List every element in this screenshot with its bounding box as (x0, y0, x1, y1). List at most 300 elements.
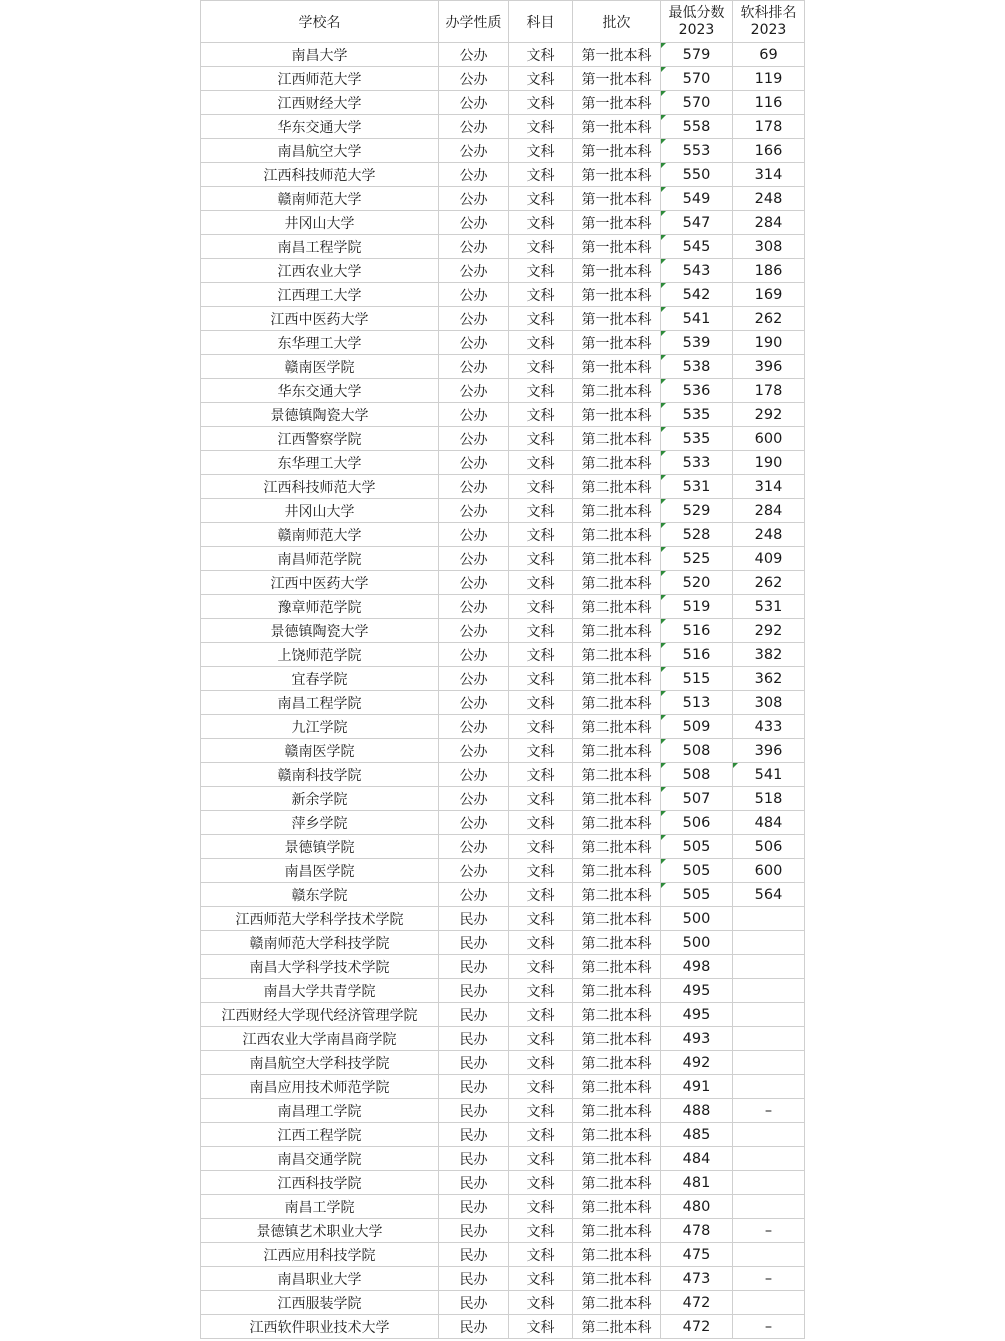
cell-batch: 第一批本科 (573, 259, 661, 283)
table-row (201, 427, 805, 451)
table-row (201, 403, 805, 427)
cell-min-score: 481 (661, 1171, 733, 1195)
cell-subject: 文科 (509, 1315, 573, 1339)
header-row (201, 1, 805, 43)
cell-rank: 284 (733, 211, 805, 235)
cell-subject: 文科 (509, 1123, 573, 1147)
cell-nature: 民办 (439, 1075, 509, 1099)
cell-min-score: 553 (661, 139, 733, 163)
table-row (201, 1315, 805, 1339)
cell-school: 赣东学院 (201, 883, 439, 907)
cell-subject: 文科 (509, 499, 573, 523)
table-row (201, 1075, 805, 1099)
cell-rank: 433 (733, 715, 805, 739)
cell-nature: 公办 (439, 835, 509, 859)
cell-school: 江西软件职业技术大学 (201, 1315, 439, 1339)
cell-school: 江西服装学院 (201, 1291, 439, 1315)
cell-school: 江西理工大学 (201, 283, 439, 307)
cell-min-score: 547 (661, 211, 733, 235)
cell-batch: 第二批本科 (573, 811, 661, 835)
cell-min-score: 539 (661, 331, 733, 355)
cell-nature: 民办 (439, 1195, 509, 1219)
cell-school: 江西科技师范大学 (201, 163, 439, 187)
cell-rank: 262 (733, 307, 805, 331)
cell-nature: 民办 (439, 1171, 509, 1195)
cell-batch: 第二批本科 (573, 1075, 661, 1099)
cell-nature: 公办 (439, 91, 509, 115)
table-row (201, 787, 805, 811)
cell-rank (733, 1075, 805, 1099)
cell-school: 南昌交通学院 (201, 1147, 439, 1171)
cell-rank: 314 (733, 475, 805, 499)
cell-batch: 第二批本科 (573, 451, 661, 475)
cell-rank (733, 1147, 805, 1171)
cell-min-score: 579 (661, 43, 733, 67)
cell-school: 江西科技学院 (201, 1171, 439, 1195)
cell-rank: 116 (733, 91, 805, 115)
cell-batch: 第二批本科 (573, 859, 661, 883)
cell-min-score: 491 (661, 1075, 733, 1099)
cell-rank: 314 (733, 163, 805, 187)
header-batch: 批次 (573, 1, 661, 43)
table-row (201, 1171, 805, 1195)
cell-subject: 文科 (509, 955, 573, 979)
table-row (201, 931, 805, 955)
cell-min-score: 473 (661, 1267, 733, 1291)
cell-rank: 541 (733, 763, 805, 787)
cell-batch: 第二批本科 (573, 1027, 661, 1051)
cell-school: 江西农业大学南昌商学院 (201, 1027, 439, 1051)
cell-school: 萍乡学院 (201, 811, 439, 835)
cell-subject: 文科 (509, 379, 573, 403)
cell-subject: 文科 (509, 619, 573, 643)
cell-min-score: 549 (661, 187, 733, 211)
cell-subject: 文科 (509, 883, 573, 907)
cell-subject: 文科 (509, 403, 573, 427)
cell-rank (733, 1195, 805, 1219)
cell-subject: 文科 (509, 355, 573, 379)
cell-nature: 公办 (439, 403, 509, 427)
cell-min-score: 508 (661, 739, 733, 763)
cell-min-score: 492 (661, 1051, 733, 1075)
cell-school: 南昌理工学院 (201, 1099, 439, 1123)
cell-nature: 公办 (439, 379, 509, 403)
cell-min-score: 498 (661, 955, 733, 979)
cell-subject: 文科 (509, 1195, 573, 1219)
cell-nature: 公办 (439, 715, 509, 739)
cell-rank: – (733, 1315, 805, 1339)
cell-nature: 民办 (439, 907, 509, 931)
table-row (201, 1267, 805, 1291)
cell-nature: 公办 (439, 859, 509, 883)
table-row (201, 811, 805, 835)
cell-subject: 文科 (509, 427, 573, 451)
cell-subject: 文科 (509, 1147, 573, 1171)
cell-rank: 396 (733, 739, 805, 763)
cell-batch: 第二批本科 (573, 955, 661, 979)
cell-nature: 民办 (439, 1003, 509, 1027)
cell-subject: 文科 (509, 307, 573, 331)
cell-school: 赣南师范大学 (201, 523, 439, 547)
cell-batch: 第一批本科 (573, 211, 661, 235)
cell-nature: 公办 (439, 259, 509, 283)
cell-batch: 第二批本科 (573, 595, 661, 619)
cell-subject: 文科 (509, 787, 573, 811)
cell-min-score: 519 (661, 595, 733, 619)
cell-nature: 公办 (439, 739, 509, 763)
cell-batch: 第二批本科 (573, 715, 661, 739)
cell-min-score: 542 (661, 283, 733, 307)
cell-school: 华东交通大学 (201, 115, 439, 139)
cell-nature: 公办 (439, 643, 509, 667)
cell-nature: 公办 (439, 139, 509, 163)
table-row (201, 1243, 805, 1267)
cell-min-score: 495 (661, 1003, 733, 1027)
table-row (201, 1195, 805, 1219)
cell-nature: 公办 (439, 67, 509, 91)
cell-subject: 文科 (509, 1003, 573, 1027)
cell-min-score: 505 (661, 883, 733, 907)
cell-batch: 第二批本科 (573, 499, 661, 523)
header-subject: 科目 (509, 1, 573, 43)
cell-nature: 公办 (439, 307, 509, 331)
cell-school: 豫章师范学院 (201, 595, 439, 619)
table-row (201, 763, 805, 787)
cell-subject: 文科 (509, 835, 573, 859)
cell-subject: 文科 (509, 979, 573, 1003)
cell-min-score: 488 (661, 1099, 733, 1123)
cell-min-score: 528 (661, 523, 733, 547)
cell-subject: 文科 (509, 931, 573, 955)
cell-min-score: 513 (661, 691, 733, 715)
cell-batch: 第二批本科 (573, 1243, 661, 1267)
cell-school: 华东交通大学 (201, 379, 439, 403)
cell-school: 南昌大学科学技术学院 (201, 955, 439, 979)
cell-rank: 396 (733, 355, 805, 379)
cell-subject: 文科 (509, 571, 573, 595)
table-row (201, 259, 805, 283)
cell-rank: 600 (733, 427, 805, 451)
cell-min-score: 516 (661, 643, 733, 667)
cell-school: 东华理工大学 (201, 331, 439, 355)
cell-batch: 第二批本科 (573, 883, 661, 907)
cell-min-score: 480 (661, 1195, 733, 1219)
cell-rank: – (733, 1099, 805, 1123)
cell-nature: 公办 (439, 811, 509, 835)
cell-school: 江西中医药大学 (201, 571, 439, 595)
cell-school: 南昌应用技术师范学院 (201, 1075, 439, 1099)
cell-batch: 第二批本科 (573, 475, 661, 499)
table-header (201, 1, 805, 43)
cell-batch: 第二批本科 (573, 571, 661, 595)
cell-school: 赣南师范大学 (201, 187, 439, 211)
cell-batch: 第二批本科 (573, 547, 661, 571)
cell-batch: 第一批本科 (573, 187, 661, 211)
cell-school: 赣南科技学院 (201, 763, 439, 787)
table-row (201, 1123, 805, 1147)
cell-subject: 文科 (509, 163, 573, 187)
cell-min-score: 472 (661, 1315, 733, 1339)
cell-nature: 公办 (439, 43, 509, 67)
cell-subject: 文科 (509, 667, 573, 691)
cell-rank: 518 (733, 787, 805, 811)
cell-school: 上饶师范学院 (201, 643, 439, 667)
cell-nature: 公办 (439, 523, 509, 547)
cell-nature: 民办 (439, 1147, 509, 1171)
cell-subject: 文科 (509, 1219, 573, 1243)
cell-batch: 第二批本科 (573, 787, 661, 811)
cell-nature: 民办 (439, 1267, 509, 1291)
cell-nature: 公办 (439, 571, 509, 595)
cell-rank: 178 (733, 115, 805, 139)
cell-batch: 第一批本科 (573, 43, 661, 67)
cell-batch: 第二批本科 (573, 523, 661, 547)
cell-nature: 公办 (439, 235, 509, 259)
table-row (201, 1219, 805, 1243)
cell-nature: 公办 (439, 763, 509, 787)
cell-subject: 文科 (509, 67, 573, 91)
cell-min-score: 484 (661, 1147, 733, 1171)
cell-subject: 文科 (509, 211, 573, 235)
cell-min-score: 500 (661, 907, 733, 931)
cell-school: 东华理工大学 (201, 451, 439, 475)
cell-min-score: 508 (661, 763, 733, 787)
cell-min-score: 495 (661, 979, 733, 1003)
table-body (201, 43, 805, 1339)
cell-batch: 第二批本科 (573, 979, 661, 1003)
cell-rank: 382 (733, 643, 805, 667)
cell-batch: 第二批本科 (573, 1099, 661, 1123)
cell-nature: 公办 (439, 499, 509, 523)
cell-subject: 文科 (509, 235, 573, 259)
cell-batch: 第一批本科 (573, 91, 661, 115)
table-row (201, 979, 805, 1003)
cell-school: 南昌工程学院 (201, 691, 439, 715)
table-row (201, 859, 805, 883)
cell-rank (733, 1027, 805, 1051)
cell-min-score: 531 (661, 475, 733, 499)
cell-rank: 190 (733, 331, 805, 355)
cell-subject: 文科 (509, 1243, 573, 1267)
cell-nature: 公办 (439, 547, 509, 571)
cell-batch: 第二批本科 (573, 1171, 661, 1195)
cell-batch: 第二批本科 (573, 1147, 661, 1171)
cell-batch: 第二批本科 (573, 931, 661, 955)
table-row (201, 499, 805, 523)
table-row (201, 1051, 805, 1075)
cell-subject: 文科 (509, 811, 573, 835)
cell-rank: 169 (733, 283, 805, 307)
table-row (201, 907, 805, 931)
cell-nature: 民办 (439, 955, 509, 979)
cell-rank: 308 (733, 691, 805, 715)
cell-min-score: 515 (661, 667, 733, 691)
table-row (201, 211, 805, 235)
cell-min-score: 525 (661, 547, 733, 571)
cell-subject: 文科 (509, 595, 573, 619)
cell-nature: 民办 (439, 1243, 509, 1267)
header-nature: 办学性质 (439, 1, 509, 43)
cell-subject: 文科 (509, 1291, 573, 1315)
cell-min-score: 485 (661, 1123, 733, 1147)
table-row (201, 331, 805, 355)
cell-min-score: 543 (661, 259, 733, 283)
cell-nature: 公办 (439, 115, 509, 139)
cell-subject: 文科 (509, 259, 573, 283)
table-row (201, 67, 805, 91)
cell-school: 景德镇学院 (201, 835, 439, 859)
table-row (201, 355, 805, 379)
cell-batch: 第一批本科 (573, 67, 661, 91)
cell-school: 九江学院 (201, 715, 439, 739)
cell-min-score: 538 (661, 355, 733, 379)
cell-subject: 文科 (509, 43, 573, 67)
table-row (201, 283, 805, 307)
cell-subject: 文科 (509, 1099, 573, 1123)
table-row (201, 691, 805, 715)
header-rank-year: 2023 (750, 21, 787, 38)
cell-nature: 民办 (439, 979, 509, 1003)
cell-batch: 第二批本科 (573, 643, 661, 667)
cell-batch: 第二批本科 (573, 739, 661, 763)
cell-school: 江西财经大学 (201, 91, 439, 115)
cell-min-score: 533 (661, 451, 733, 475)
table-row (201, 523, 805, 547)
cell-school: 南昌大学共青学院 (201, 979, 439, 1003)
cell-min-score: 558 (661, 115, 733, 139)
cell-rank: 284 (733, 499, 805, 523)
cell-nature: 公办 (439, 211, 509, 235)
table-row (201, 571, 805, 595)
cell-min-score: 535 (661, 403, 733, 427)
cell-rank: 119 (733, 67, 805, 91)
cell-subject: 文科 (509, 643, 573, 667)
cell-school: 景德镇陶瓷大学 (201, 619, 439, 643)
cell-min-score: 541 (661, 307, 733, 331)
cell-nature: 公办 (439, 427, 509, 451)
cell-min-score: 570 (661, 91, 733, 115)
cell-subject: 文科 (509, 859, 573, 883)
header-rank-label: 软科排名 (740, 4, 797, 21)
cell-nature: 公办 (439, 163, 509, 187)
cell-batch: 第二批本科 (573, 1195, 661, 1219)
cell-school: 江西农业大学 (201, 259, 439, 283)
cell-rank: 292 (733, 619, 805, 643)
cell-nature: 民办 (439, 1099, 509, 1123)
cell-nature: 民办 (439, 1027, 509, 1051)
cell-nature: 公办 (439, 691, 509, 715)
table-row (201, 451, 805, 475)
cell-subject: 文科 (509, 475, 573, 499)
table-row (201, 91, 805, 115)
cell-school: 赣南医学院 (201, 739, 439, 763)
cell-subject: 文科 (509, 523, 573, 547)
cell-min-score: 520 (661, 571, 733, 595)
cell-batch: 第一批本科 (573, 403, 661, 427)
cell-batch: 第二批本科 (573, 1219, 661, 1243)
admission-score-table (200, 0, 805, 1339)
cell-nature: 公办 (439, 331, 509, 355)
cell-batch: 第二批本科 (573, 427, 661, 451)
cell-nature: 公办 (439, 475, 509, 499)
cell-school: 景德镇陶瓷大学 (201, 403, 439, 427)
table-row (201, 547, 805, 571)
table-row (201, 1003, 805, 1027)
table-row (201, 187, 805, 211)
cell-rank: 166 (733, 139, 805, 163)
cell-rank: 178 (733, 379, 805, 403)
cell-batch: 第二批本科 (573, 835, 661, 859)
cell-rank: 362 (733, 667, 805, 691)
header-rank (733, 1, 805, 43)
cell-subject: 文科 (509, 1051, 573, 1075)
cell-subject: 文科 (509, 1267, 573, 1291)
cell-school: 赣南医学院 (201, 355, 439, 379)
cell-subject: 文科 (509, 739, 573, 763)
cell-school: 宜春学院 (201, 667, 439, 691)
table-row (201, 667, 805, 691)
cell-school: 南昌工程学院 (201, 235, 439, 259)
cell-nature: 公办 (439, 283, 509, 307)
cell-nature: 民办 (439, 1291, 509, 1315)
cell-school: 南昌职业大学 (201, 1267, 439, 1291)
cell-nature: 民办 (439, 931, 509, 955)
cell-school: 江西师范大学 (201, 67, 439, 91)
cell-batch: 第一批本科 (573, 355, 661, 379)
cell-batch: 第二批本科 (573, 1123, 661, 1147)
cell-subject: 文科 (509, 547, 573, 571)
table-row (201, 163, 805, 187)
cell-min-score: 536 (661, 379, 733, 403)
cell-rank: 409 (733, 547, 805, 571)
table-row (201, 739, 805, 763)
cell-min-score: 505 (661, 859, 733, 883)
header-min-score-label: 最低分数 (668, 4, 725, 21)
cell-nature: 公办 (439, 883, 509, 907)
table-row (201, 307, 805, 331)
cell-rank: 506 (733, 835, 805, 859)
cell-min-score: 505 (661, 835, 733, 859)
cell-school: 江西工程学院 (201, 1123, 439, 1147)
cell-nature: 公办 (439, 595, 509, 619)
cell-min-score: 545 (661, 235, 733, 259)
cell-batch: 第二批本科 (573, 691, 661, 715)
table-row (201, 1291, 805, 1315)
cell-nature: 公办 (439, 355, 509, 379)
cell-nature: 民办 (439, 1123, 509, 1147)
cell-rank (733, 1243, 805, 1267)
cell-school: 江西师范大学科学技术学院 (201, 907, 439, 931)
table-row (201, 715, 805, 739)
cell-school: 江西应用科技学院 (201, 1243, 439, 1267)
cell-rank: 248 (733, 187, 805, 211)
cell-rank: 248 (733, 523, 805, 547)
cell-rank: 190 (733, 451, 805, 475)
cell-school: 南昌医学院 (201, 859, 439, 883)
cell-batch: 第二批本科 (573, 619, 661, 643)
cell-min-score: 478 (661, 1219, 733, 1243)
cell-rank (733, 1171, 805, 1195)
cell-subject: 文科 (509, 187, 573, 211)
cell-subject: 文科 (509, 1027, 573, 1051)
cell-min-score: 475 (661, 1243, 733, 1267)
cell-batch: 第二批本科 (573, 1267, 661, 1291)
table-row (201, 883, 805, 907)
cell-rank: 308 (733, 235, 805, 259)
table-row (201, 1027, 805, 1051)
cell-school: 赣南师范大学科技学院 (201, 931, 439, 955)
table-row (201, 1147, 805, 1171)
